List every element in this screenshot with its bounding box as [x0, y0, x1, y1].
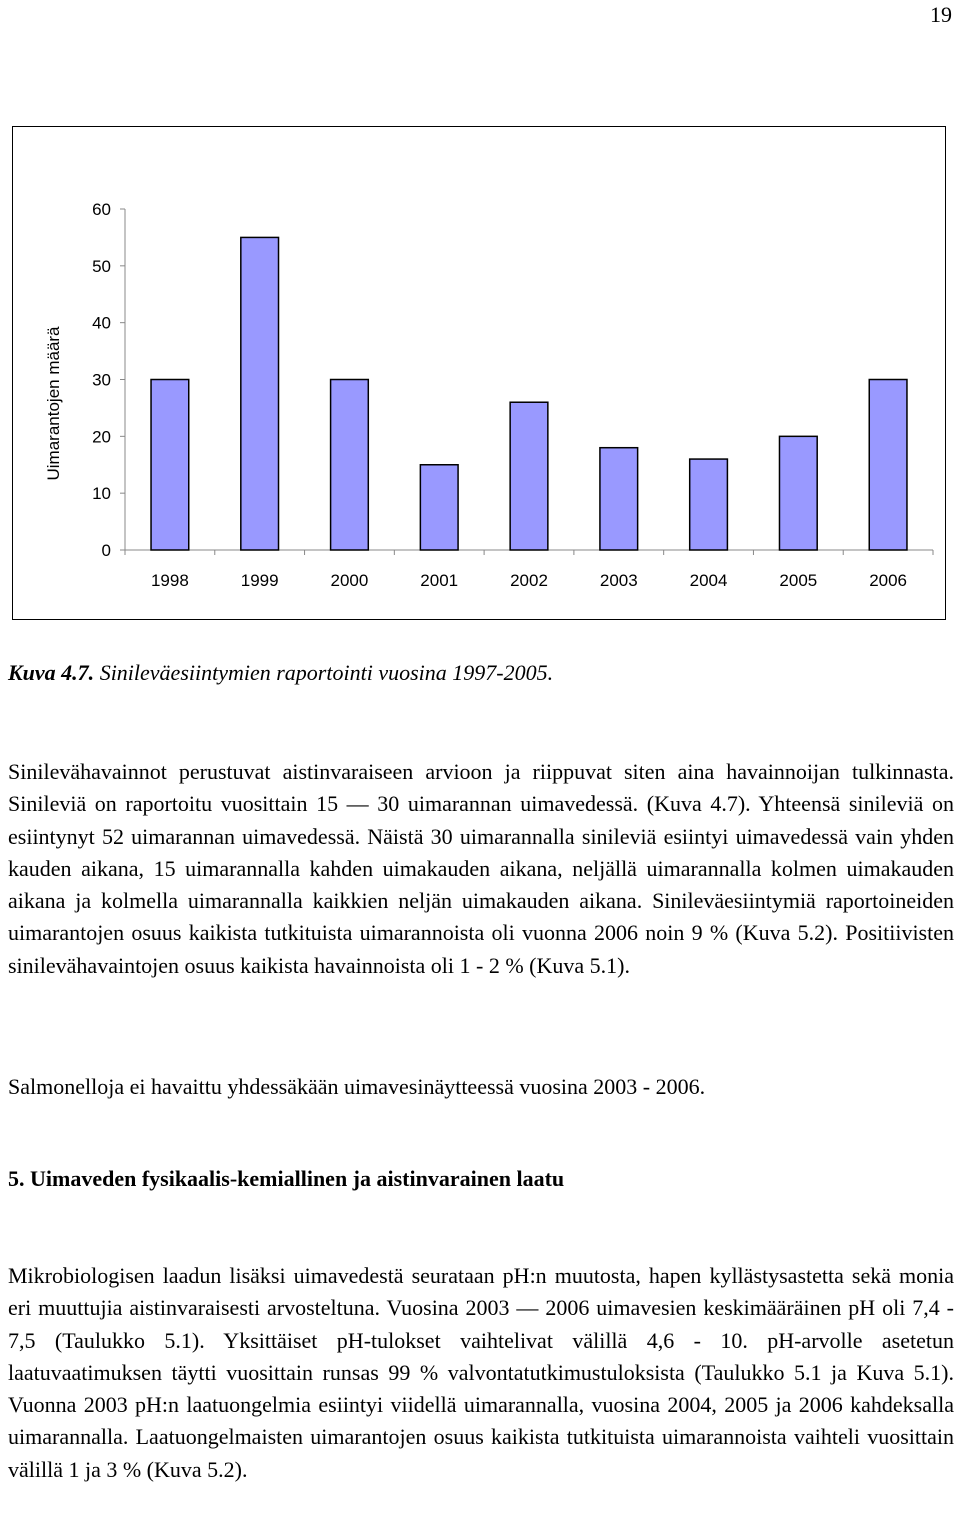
y-tick-label: 20	[92, 427, 111, 447]
bar-2001	[420, 465, 458, 550]
x-tick-label: 2006	[869, 571, 908, 590]
x-tick-label: 1999	[240, 571, 279, 590]
bar-2003	[600, 448, 638, 550]
section-heading: 5. Uimaveden fysikaalis-kemiallinen ja aistinvarainen laatu	[8, 1166, 565, 1191]
bar-2005	[779, 436, 817, 550]
x-tick-label: 1998	[150, 571, 189, 590]
bar-2006	[869, 380, 907, 551]
y-tick-label: 50	[92, 256, 111, 276]
x-tick-label: 2002	[510, 571, 548, 590]
y-tick-label: 40	[92, 313, 111, 333]
bar-chart-svg	[13, 127, 945, 619]
bar-chart	[12, 126, 946, 620]
bar-2004	[690, 459, 728, 550]
paragraph-ph: Mikrobiologisen laadun lisäksi uimavedestä seurataan pH:n muutosta, hapen kyllästysastetta sekä monia eri muuttujia aistinvaraisesti arvosteltuna. Vuosina 2003 — 2006 uimavesien keskimääräinen pH oli 7,4 - 7,5 (Taulukko 5.1). Yksittäiset pH-tulokset vaihtelivat välillä 4,6 - 10. pH-arvolle asetetun laatuvaatimuksen täytti vuosittain runsas 99 % valvontatutkimustuloksista (Taulukko 5.1 ja Kuva 5.1). Vuonna 2003 pH:n laatuongelmia esiintyi viidellä uimarannalla, vuosina 2004, 2005 ja 2006 kahdeksalla uimarannalla. Laatuongelmaisten uimarantojen osuus kaikista tutkituista uimarannoista vaihteli vuosittain välillä 1 ja 3 % (Kuva 5.2).	[8, 1263, 954, 1482]
bar-1999	[241, 237, 279, 550]
caption-text: Sinileväesiintymien raportointi vuosina 1997-2005.	[94, 660, 554, 685]
y-tick-label: 60	[92, 200, 111, 219]
bar-2002	[510, 402, 548, 550]
bar-2000	[331, 380, 369, 551]
x-tick-label: 2000	[330, 571, 369, 590]
x-tick-label: 2003	[599, 571, 638, 590]
page-number: 19	[930, 2, 952, 27]
x-tick-label: 2004	[689, 571, 728, 590]
figure-caption	[8, 660, 553, 686]
caption-label: Kuva 4.7.	[8, 660, 95, 685]
bar-1998	[151, 380, 189, 551]
paragraph-sinilevat: Sinilevähavainnot perustuvat aistinvaraiseen arvioon ja riippuvat siten aina havainnoijan tulkinnasta. Sinileviä on raportoitu vuosittain 15 — 30 uimarannan uimavedessä. (Kuva 4.7). Yhteensä sinileviä on esiintynyt 52 uimarannan uimavedessä. Näistä 30 uimarannalla sinileviä esiintyi uimavedessä vain yhden kauden aikana, 15 uimarannalla kahden uimakauden aikana, neljällä uimarannalla kolmen uimakauden aikana ja kolmella uimarannalla kaikkien neljän uimakauden aikana. Sinileväesiintymiä raportoineiden uimarantojen osuus kaikista tutkituista uimarannoista oli vuonna 2006 noin 9 % (Kuva 5.2). Positiivisten sinilevähavaintojen osuus kaikista havainnoista oli 1 - 2 % (Kuva 5.1).	[8, 759, 954, 978]
y-tick-label: 0	[101, 541, 111, 560]
y-axis-label: Uimarantojen määrä	[44, 326, 63, 481]
y-tick-label: 10	[92, 484, 111, 504]
paragraph-salmonella: Salmonelloja ei havaittu yhdessäkään uimavesinäytteessä vuosina 2003 - 2006.	[8, 1074, 706, 1099]
x-tick-label: 2005	[779, 571, 818, 590]
y-tick-label: 30	[92, 370, 111, 390]
x-tick-label: 2001	[420, 571, 459, 590]
